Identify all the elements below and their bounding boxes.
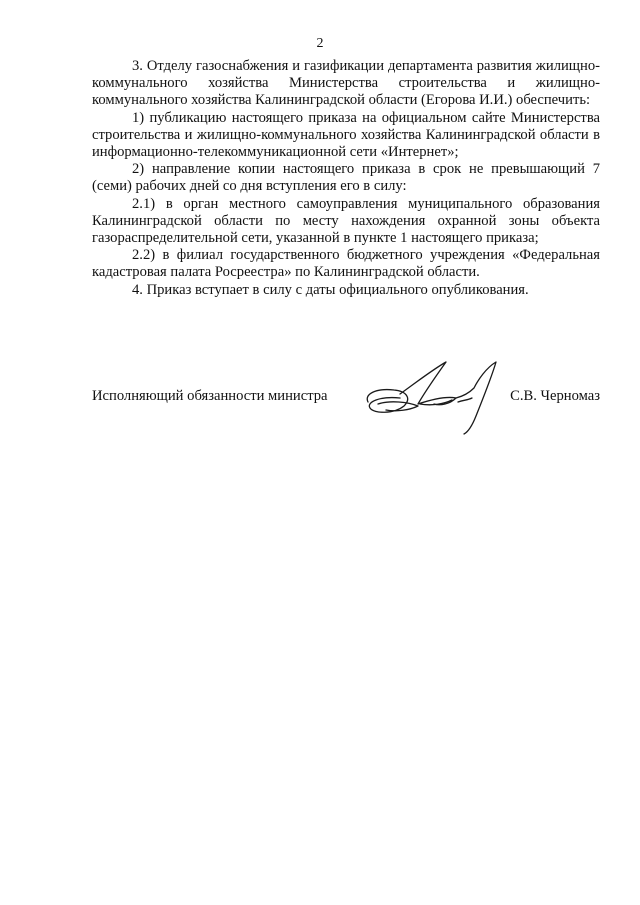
signatory-title: Исполняющий обязанности министра [92,388,328,404]
paragraph-subitem-2-1: 2.1) в орган местного самоуправления муниципального образования Калининградской области по месту нахождения охранной зоны объекта газораспределительной сети, указанной в пункте 1 настоящего приказа; [92,195,600,247]
paragraph-subitem-2: 2) направление копии настоящего приказа в срок не превышающий 7 (семи) рабочих дней со дня вступления его в силу: [92,161,600,195]
page-number: 2 [316,36,324,51]
paragraph-subitem-2-2: 2.2) в филиал государственного бюджетного учреждения «Федеральная кадастровая палата Росреестра» по Калининградской области. [92,247,600,281]
handwritten-signature [360,360,510,436]
paragraph-item-3: 3. Отделу газоснабжения и газификации департамента развития жилищно-коммунального хозяйства Министерства строительства и жилищно-коммунального хозяйства Калининградской области (Егорова И.И.) обеспечить: [92,58,600,109]
paragraph-item-4: 4. Приказ вступает в силу с даты официального опубликования. [132,281,529,298]
signatory-name: С.В. Черномаз [510,388,600,404]
paragraph-subitem-1: 1) публикацию настоящего приказа на официальном сайте Министерства строительства и жилищно-коммунального хозяйства Калининградской области в информационно-телекоммуникационной сети «Интернет»; [92,109,600,161]
signature-block [92,360,600,440]
document-body [92,58,600,299]
